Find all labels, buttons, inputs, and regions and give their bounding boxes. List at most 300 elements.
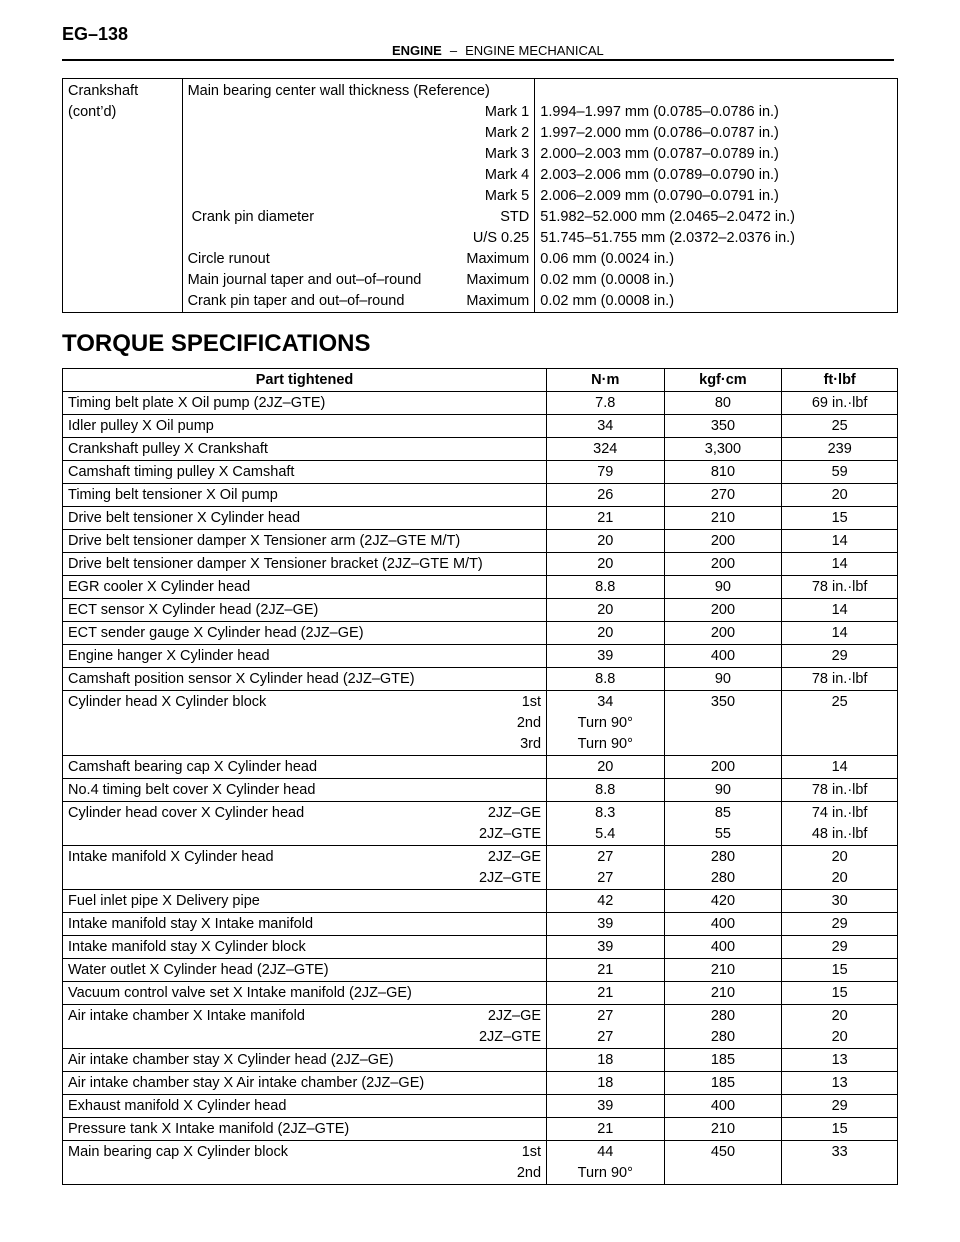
ftlbf-value: 25 [831,418,848,434]
ftlbf-value: 14 [831,533,848,549]
kgf-value: 210 [710,962,736,978]
table-row [63,599,898,622]
spec-table [62,78,898,313]
part-name: Drive belt tensioner damper X Tensioner bracket (2JZ–GTE M/T) [68,556,483,572]
nm-value: 20 [597,556,614,572]
spec-value: 1.994–1.997 mm (0.0785–0.0786 in.) [540,104,779,120]
kgf-value: 280 [710,870,736,886]
ftlbf-value: 29 [831,1098,848,1114]
nm-value: 27 [597,1008,614,1024]
header-section: ENGINE [392,43,442,58]
spec-row [63,79,898,313]
part-cell-wrap [63,1141,547,1185]
nm-value: 42 [597,893,614,909]
part-cell-wrap [63,890,547,913]
part-cell-wrap [63,461,547,484]
ftlbf-value: 59 [831,464,848,480]
nm-value: 324 [593,441,618,457]
spec-line [188,249,530,270]
part-cell-wrap [63,668,547,691]
ftlbf-value-cell [782,1118,898,1141]
nm-value-cell [547,959,664,982]
kgf-value: 810 [710,464,736,480]
table-row [63,1049,898,1072]
ftlbf-value-cell [782,392,898,415]
kgf-value-cell [664,936,782,959]
table-row [63,802,898,846]
nm-value: 44 [597,1144,614,1160]
part-cell [68,1050,541,1071]
nm-value-cell [547,691,664,756]
table-row [63,779,898,802]
part-cell-wrap [63,1049,547,1072]
kgf-value: 350 [710,694,736,710]
kgf-value: 90 [714,782,731,798]
part-name: Drive belt tensioner damper X Tensioner arm (2JZ–GTE M/T) [68,533,461,549]
ftlbf-value: 15 [831,510,848,526]
part-cell-wrap [63,846,547,890]
nm-value-cell [547,645,664,668]
spec-value: 2.006–2.009 mm (0.0790–0.0791 in.) [540,188,779,204]
spec-qualifier: Mark 2 [484,125,530,141]
part-name: Intake manifold stay X Cylinder block [68,939,306,955]
part-cell [68,757,541,778]
ftlbf-value-cell [782,959,898,982]
part-name: Exhaust manifold X Cylinder head [68,1098,287,1114]
ftlbf-value: 69 in.·lbf [811,395,868,411]
part-cell [68,439,541,460]
nm-value-cell [547,438,664,461]
nm-value-cell [547,1049,664,1072]
part-cell-wrap [63,802,547,846]
ftlbf-value: 48 in.·lbf [811,826,868,842]
kgf-value-cell [664,691,782,756]
kgf-value: 280 [710,1029,736,1045]
stage-label: 2JZ–GTE [478,1029,542,1045]
part-cell [68,416,541,437]
kgf-value-cell [664,415,782,438]
table-row [63,959,898,982]
nm-value-cell [547,982,664,1005]
part-cell [68,508,541,529]
spec-value: 0.02 mm (0.0008 in.) [540,293,675,309]
kgf-value-cell [664,530,782,553]
spec-value: 2.000–2.003 mm (0.0787–0.0789 in.) [540,146,779,162]
table-row [63,1118,898,1141]
torque-table [62,368,898,1185]
table-row [63,622,898,645]
part-cell-wrap [63,507,547,530]
kgf-value: 85 [714,805,731,821]
ftlbf-value-cell [782,1005,898,1049]
stage-label: 1st [521,694,542,710]
ftlbf-value-cell [782,1095,898,1118]
kgf-value: 210 [710,510,736,526]
ftlbf-value-cell [782,622,898,645]
table-row [63,1141,898,1185]
part-cell [68,1096,541,1117]
nm-value: 27 [597,849,614,865]
ftlbf-value: 29 [831,648,848,664]
kgf-value: 400 [710,1098,736,1114]
stage-label: 3rd [520,736,542,752]
stage-label: 1st [521,1144,542,1160]
kgf-value-cell [664,1118,782,1141]
ftlbf-value-cell [782,576,898,599]
ftlbf-value: 78 in.·lbf [811,671,868,687]
nm-value-cell [547,530,664,553]
part-cell-wrap [63,645,547,668]
nm-value: 21 [597,985,614,1001]
kgf-value: 200 [710,759,736,775]
table-row [63,484,898,507]
kgf-value-cell [664,576,782,599]
kgf-value: 270 [710,487,736,503]
nm-value: 18 [597,1075,614,1091]
ftlbf-value: 14 [831,556,848,572]
ftlbf-value-cell [782,599,898,622]
spec-value: 0.02 mm (0.0008 in.) [540,272,675,288]
nm-value-cell [547,461,664,484]
nm-value-cell [547,936,664,959]
nm-value: 20 [597,602,614,618]
kgf-value: 400 [710,939,736,955]
part-cell [68,960,541,981]
kgf-value-cell [664,913,782,936]
nm-value-cell [547,415,664,438]
spec-line [188,81,530,102]
nm-value-cell [547,779,664,802]
nm-value: 27 [597,1029,614,1045]
nm-value-cell [547,1095,664,1118]
kgf-value-cell [664,507,782,530]
stage-label: 2JZ–GE [487,1008,542,1024]
stage-list [479,803,541,845]
part-name: Camshaft position sensor X Cylinder head (2JZ–GTE) [68,671,415,687]
nm-value: Turn 90° [577,715,633,731]
part-cell-wrap [63,392,547,415]
column-header-nm: N·m [547,369,664,392]
table-row [63,890,898,913]
ftlbf-value-cell [782,507,898,530]
part-name: ECT sensor X Cylinder head (2JZ–GE) [68,602,319,618]
spec-qualifier: Mark 3 [484,146,530,162]
spec-qualifier: U/S 0.25 [472,230,530,246]
part-name: Idler pulley X Oil pump [68,418,214,434]
table-row [63,1072,898,1095]
part-name: Crankshaft pulley X Crankshaft [68,441,268,457]
ftlbf-value: 20 [831,1029,848,1045]
nm-value-cell [547,913,664,936]
kgf-value-cell [664,461,782,484]
nm-value: 79 [597,464,614,480]
ftlbf-value-cell [782,691,898,756]
nm-value-cell [547,846,664,890]
table-row [63,668,898,691]
kgf-value: 185 [710,1075,736,1091]
ftlbf-value: 14 [831,759,848,775]
spec-line [188,102,530,123]
ftlbf-value: 74 in.·lbf [811,805,868,821]
stage-label: 2JZ–GE [487,805,542,821]
table-row [63,936,898,959]
ftlbf-value: 13 [831,1052,848,1068]
spec-line [188,165,530,186]
part-cell-wrap [63,959,547,982]
running-header [392,43,604,58]
part-cell-wrap [63,913,547,936]
spec-line [188,144,530,165]
nm-value-cell [547,599,664,622]
kgf-value-cell [664,553,782,576]
header-separator: – [449,43,458,58]
part-cell-wrap [63,415,547,438]
ftlbf-value-cell [782,553,898,576]
spec-label: Main bearing center wall thickness (Reference) [187,83,490,99]
part-cell [68,462,541,483]
kgf-value-cell [664,1049,782,1072]
part-cell-wrap [63,1118,547,1141]
nm-value: 34 [597,418,614,434]
spec-value: 0.06 mm (0.0024 in.) [540,251,675,267]
ftlbf-value-cell [782,415,898,438]
kgf-value-cell [664,1141,782,1185]
table-row [63,507,898,530]
nm-value-cell [547,576,664,599]
nm-value: 18 [597,1052,614,1068]
ftlbf-value-cell [782,438,898,461]
part-name: Timing belt plate X Oil pump (2JZ–GTE) [68,395,326,411]
nm-value: 39 [597,916,614,932]
nm-value: 8.3 [595,805,616,821]
spec-line [188,207,530,228]
part-name: Pressure tank X Intake manifold (2JZ–GTE) [68,1121,350,1137]
ftlbf-value: 20 [831,849,848,865]
kgf-value-cell [664,622,782,645]
nm-value: 21 [597,1121,614,1137]
nm-value: 27 [597,870,614,886]
section-title: TORQUE SPECIFICATIONS [62,330,371,357]
table-row [63,415,898,438]
nm-value-cell [547,553,664,576]
part-cell [68,937,541,958]
ftlbf-value-cell [782,779,898,802]
part-cell-wrap [63,691,547,756]
part-cell [68,1119,541,1140]
ftlbf-value: 15 [831,985,848,1001]
column-header-kgf: kgf·cm [664,369,782,392]
table-row [63,691,898,756]
spec-label: Main journal taper and out–of–round [187,272,422,288]
part-name: Timing belt tensioner X Oil pump [68,487,278,503]
kgf-value-cell [664,756,782,779]
part-cell [68,1006,541,1048]
ftlbf-value: 13 [831,1075,848,1091]
nm-value-cell [547,622,664,645]
stage-list [479,1006,541,1048]
nm-value-cell [547,392,664,415]
part-name: Main bearing cap X Cylinder block [68,1144,289,1160]
ftlbf-value: 78 in.·lbf [811,579,868,595]
spec-line [188,123,530,144]
spec-line [188,228,530,249]
part-cell [68,600,541,621]
part-name: Water outlet X Cylinder head (2JZ–GTE) [68,962,329,978]
part-name: Fuel inlet pipe X Delivery pipe [68,893,260,909]
part-cell [68,623,541,644]
ftlbf-value: 78 in.·lbf [811,782,868,798]
nm-value-cell [547,507,664,530]
spec-value: 51.745–51.755 mm (2.0372–2.0376 in.) [540,230,795,246]
ftlbf-value-cell [782,756,898,779]
part-cell-wrap [63,622,547,645]
kgf-value: 400 [710,916,736,932]
kgf-value-cell [664,890,782,913]
part-cell [68,577,541,598]
spec-qualifier: Maximum [466,272,530,288]
nm-value-cell [547,1118,664,1141]
ftlbf-value: 20 [831,487,848,503]
ftlbf-value-cell [782,936,898,959]
part-cell-wrap [63,484,547,507]
ftlbf-value: 15 [831,962,848,978]
part-cell [68,780,541,801]
kgf-value-cell [664,982,782,1005]
nm-value: 21 [597,510,614,526]
kgf-value: 200 [710,556,736,572]
part-cell [68,914,541,935]
table-row [63,1005,898,1049]
ftlbf-value-cell [782,913,898,936]
nm-value: 39 [597,939,614,955]
spec-line [188,270,530,291]
nm-value: 20 [597,625,614,641]
stage-list [517,692,541,755]
kgf-value: 350 [710,418,736,434]
stage-label: 2JZ–GTE [478,826,542,842]
part-cell-wrap [63,779,547,802]
ftlbf-value-cell [782,982,898,1005]
part-cell [68,803,541,845]
part-cell-wrap [63,438,547,461]
kgf-value: 420 [710,893,736,909]
stage-label: 2nd [516,715,542,731]
spec-item-line: (cont’d) [68,104,117,120]
spec-qualifier: Maximum [466,251,530,267]
kgf-value: 90 [714,671,731,687]
ftlbf-value-cell [782,461,898,484]
nm-value: 21 [597,962,614,978]
ftlbf-value: 20 [831,870,848,886]
stage-label: 2JZ–GE [487,849,542,865]
spec-value: 2.003–2.006 mm (0.0789–0.0790 in.) [540,167,779,183]
part-name: No.4 timing belt cover X Cylinder head [68,782,316,798]
spec-label: Crank pin taper and out–of–round [187,293,405,309]
spec-item-line: Crankshaft [68,83,139,99]
ftlbf-value: 239 [827,441,852,457]
part-cell-wrap [63,1095,547,1118]
nm-value: 8.8 [595,782,616,798]
part-cell [68,393,541,414]
part-name: Cylinder head X Cylinder block [68,694,267,710]
spec-line [188,291,530,312]
table-row [63,1095,898,1118]
part-cell-wrap [63,576,547,599]
spec-label: Crank pin diameter [191,209,315,225]
spec-value [540,81,892,102]
ftlbf-value-cell [782,846,898,890]
table-row [63,553,898,576]
kgf-value: 90 [714,579,731,595]
part-cell-wrap [63,756,547,779]
ftlbf-value: 25 [831,694,848,710]
page-code: EG–138 [62,24,129,44]
kgf-value: 210 [710,985,736,1001]
nm-value: Turn 90° [577,736,633,752]
kgf-value-cell [664,1095,782,1118]
kgf-value: 55 [714,826,731,842]
ftlbf-value-cell [782,1072,898,1095]
ftlbf-value: 29 [831,916,848,932]
nm-value-cell [547,802,664,846]
spec-value: 1.997–2.000 mm (0.0786–0.0787 in.) [540,125,779,141]
nm-value: 39 [597,1098,614,1114]
kgf-value: 80 [714,395,731,411]
kgf-value-cell [664,484,782,507]
part-name: Camshaft timing pulley X Camshaft [68,464,295,480]
nm-value: 34 [597,694,614,710]
ftlbf-value-cell [782,890,898,913]
nm-value: 7.8 [595,395,616,411]
nm-value: 20 [597,759,614,775]
nm-value-cell [547,668,664,691]
part-name: Air intake chamber stay X Cylinder head (2JZ–GE) [68,1052,394,1068]
part-cell [68,669,541,690]
ftlbf-value: 33 [831,1144,848,1160]
part-name: Intake manifold X Cylinder head [68,849,274,865]
spec-qualifier: STD [500,209,530,225]
kgf-value-cell [664,959,782,982]
ftlbf-value: 29 [831,939,848,955]
ftlbf-value: 14 [831,625,848,641]
ftlbf-value-cell [782,484,898,507]
torque-body [63,392,898,1185]
part-name: Camshaft bearing cap X Cylinder head [68,759,318,775]
spec-qualifier: Maximum [466,293,530,309]
ftlbf-value-cell [782,668,898,691]
ftlbf-value-cell [782,802,898,846]
part-cell-wrap [63,553,547,576]
table-row [63,576,898,599]
table-row [63,461,898,484]
part-cell [68,983,541,1004]
part-cell-wrap [63,599,547,622]
part-name: Intake manifold stay X Intake manifold [68,916,314,932]
header-subsection: ENGINE MECHANICAL [465,43,604,58]
stage-label: 2JZ–GTE [478,870,542,886]
part-name: EGR cooler X Cylinder head [68,579,251,595]
spec-value: 51.982–52.000 mm (2.0465–2.0472 in.) [540,209,795,225]
kgf-value: 400 [710,648,736,664]
part-cell-wrap [63,982,547,1005]
spec-qualifier: Mark 1 [484,104,530,120]
ftlbf-value: 20 [831,1008,848,1024]
part-cell [68,554,541,575]
table-row [63,913,898,936]
part-cell-wrap [63,530,547,553]
spec-qualifier: Mark 4 [484,167,530,183]
part-cell-wrap [63,1005,547,1049]
